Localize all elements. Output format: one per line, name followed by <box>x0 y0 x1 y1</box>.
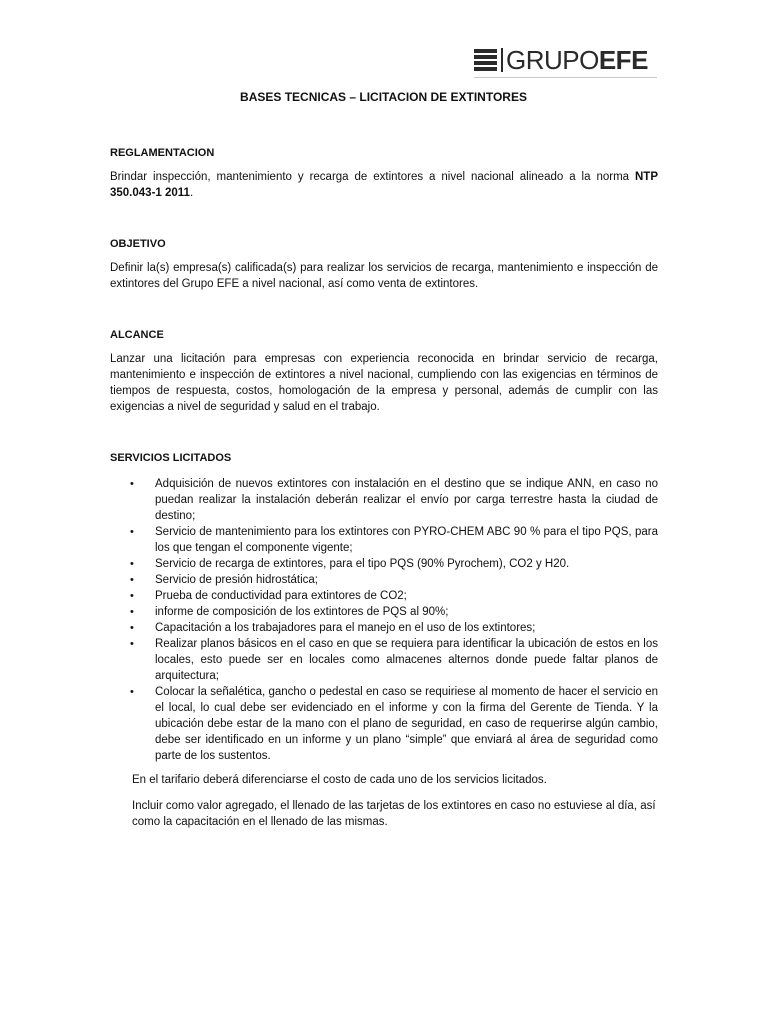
service-item-text: Servicio de recarga de extintores, para el tipo PQS (90% Pyrochem), CO2 y H20. <box>155 558 570 570</box>
service-list-item <box>110 588 658 604</box>
service-list-item <box>110 572 658 588</box>
service-list-item <box>110 476 658 524</box>
bullet-icon: • <box>130 558 134 570</box>
header-rule <box>474 77 657 78</box>
bullet-icon: • <box>130 478 134 490</box>
section-heading-servicios: SERVICIOS LICITADOS <box>110 452 232 464</box>
bullet-icon: • <box>130 606 134 618</box>
service-list-item <box>110 620 658 636</box>
grupo-efe-logo <box>474 43 657 77</box>
service-list-item <box>110 636 658 684</box>
service-item-text: Adquisición de nuevos extintores con instalación en el destino que se indique ANN, en caso no puedan realizar la instalación deberán realizar el envío por carga terrestre hasta la ciudad de destino; <box>155 478 658 522</box>
tarifario-note: En el tarifario deberá diferenciarse el costo de cada uno de los servicios licitados. <box>132 774 547 786</box>
logo-wordmark: GRUPOEFE <box>506 45 648 75</box>
service-item-text: Prueba de conductividad para extintores de CO2; <box>155 590 407 602</box>
bullet-icon: • <box>130 622 134 634</box>
service-list-item <box>110 684 658 764</box>
service-item-text: Capacitación a los trabajadores para el manejo en el uso de los extintores; <box>155 622 536 634</box>
bullet-icon: • <box>130 590 134 602</box>
service-item-text: Servicio de presión hidrostática; <box>155 574 318 586</box>
bullet-icon: • <box>130 638 134 650</box>
valor-agregado-note: Incluir como valor agregado, el llenado de las tarjetas de los extintores en caso no estuviese al día, así como la capacitación en el llenado de las mismas. <box>132 800 656 828</box>
bullet-icon: • <box>130 526 134 538</box>
section-heading-reglamentacion: REGLAMENTACION <box>110 147 215 159</box>
bullet-icon: • <box>130 686 134 698</box>
service-item-text: informe de composición de los extintores de PQS al 90%; <box>155 606 449 618</box>
document-body <box>110 145 658 830</box>
service-list-item <box>110 524 658 556</box>
service-item-text: Realizar planos básicos en el caso en que se requiera para identificar la ubicación de estos en los locales, esto puede ser en locales como almacenes alternos donde puede faltar planos de arquitectura; <box>155 638 658 682</box>
services-list <box>110 476 658 764</box>
section-heading-objetivo: OBJETIVO <box>110 238 166 250</box>
logo-separator <box>501 48 503 72</box>
logo-mark-icon <box>474 49 497 71</box>
service-list-item <box>110 556 658 572</box>
section-text-alcance: Lanzar una licitación para empresas con experiencia reconocida en brindar servicio de recarga, mantenimiento e inspección de extintores a nivel nacional, cumpliendo con las exigencias en términos de tiempos de respuesta, costos, homologación de la empresa y personal, además de cumplir con las exigencias a nivel de seguridad y salud en el trabajo. <box>110 353 658 413</box>
service-item-text: Colocar la señalética, gancho o pedestal en caso se requiriese al momento de hacer el servicio en el local, lo cual debe ser evidenciado en el informe y con la firma del Gerente de Tienda. Y la ubicación debe estar de la mano con el plano de seguridad, en caso de requerirse algún cambio, debe ser identificado en un informe y un plano “simple” que enviará al área de seguridad como parte de los sustentos. <box>155 686 658 762</box>
service-item-text: Servicio de mantenimiento para los extintores con PYRO-CHEM ABC 90 % para el tipo PQS, para los que tengan el componente vigente; <box>155 526 658 554</box>
section-text-reglamentacion: Brindar inspección, mantenimiento y recarga de extintores a nivel nacional alineado a la norma NTP 350.043-1 2011. <box>110 171 658 199</box>
section-text-objetivo: Definir la(s) empresa(s) calificada(s) para realizar los servicios de recarga, mantenimiento e inspección de extintores del Grupo EFE a nivel nacional, así como venta de extintores. <box>110 262 658 290</box>
document-title: BASES TECNICAS – LICITACION DE EXTINTORES <box>240 90 527 104</box>
service-list-item <box>110 604 658 620</box>
norm-reference: NTP 350.043-1 2011 <box>110 171 658 199</box>
section-heading-alcance: ALCANCE <box>110 329 164 341</box>
bullet-icon: • <box>130 574 134 586</box>
